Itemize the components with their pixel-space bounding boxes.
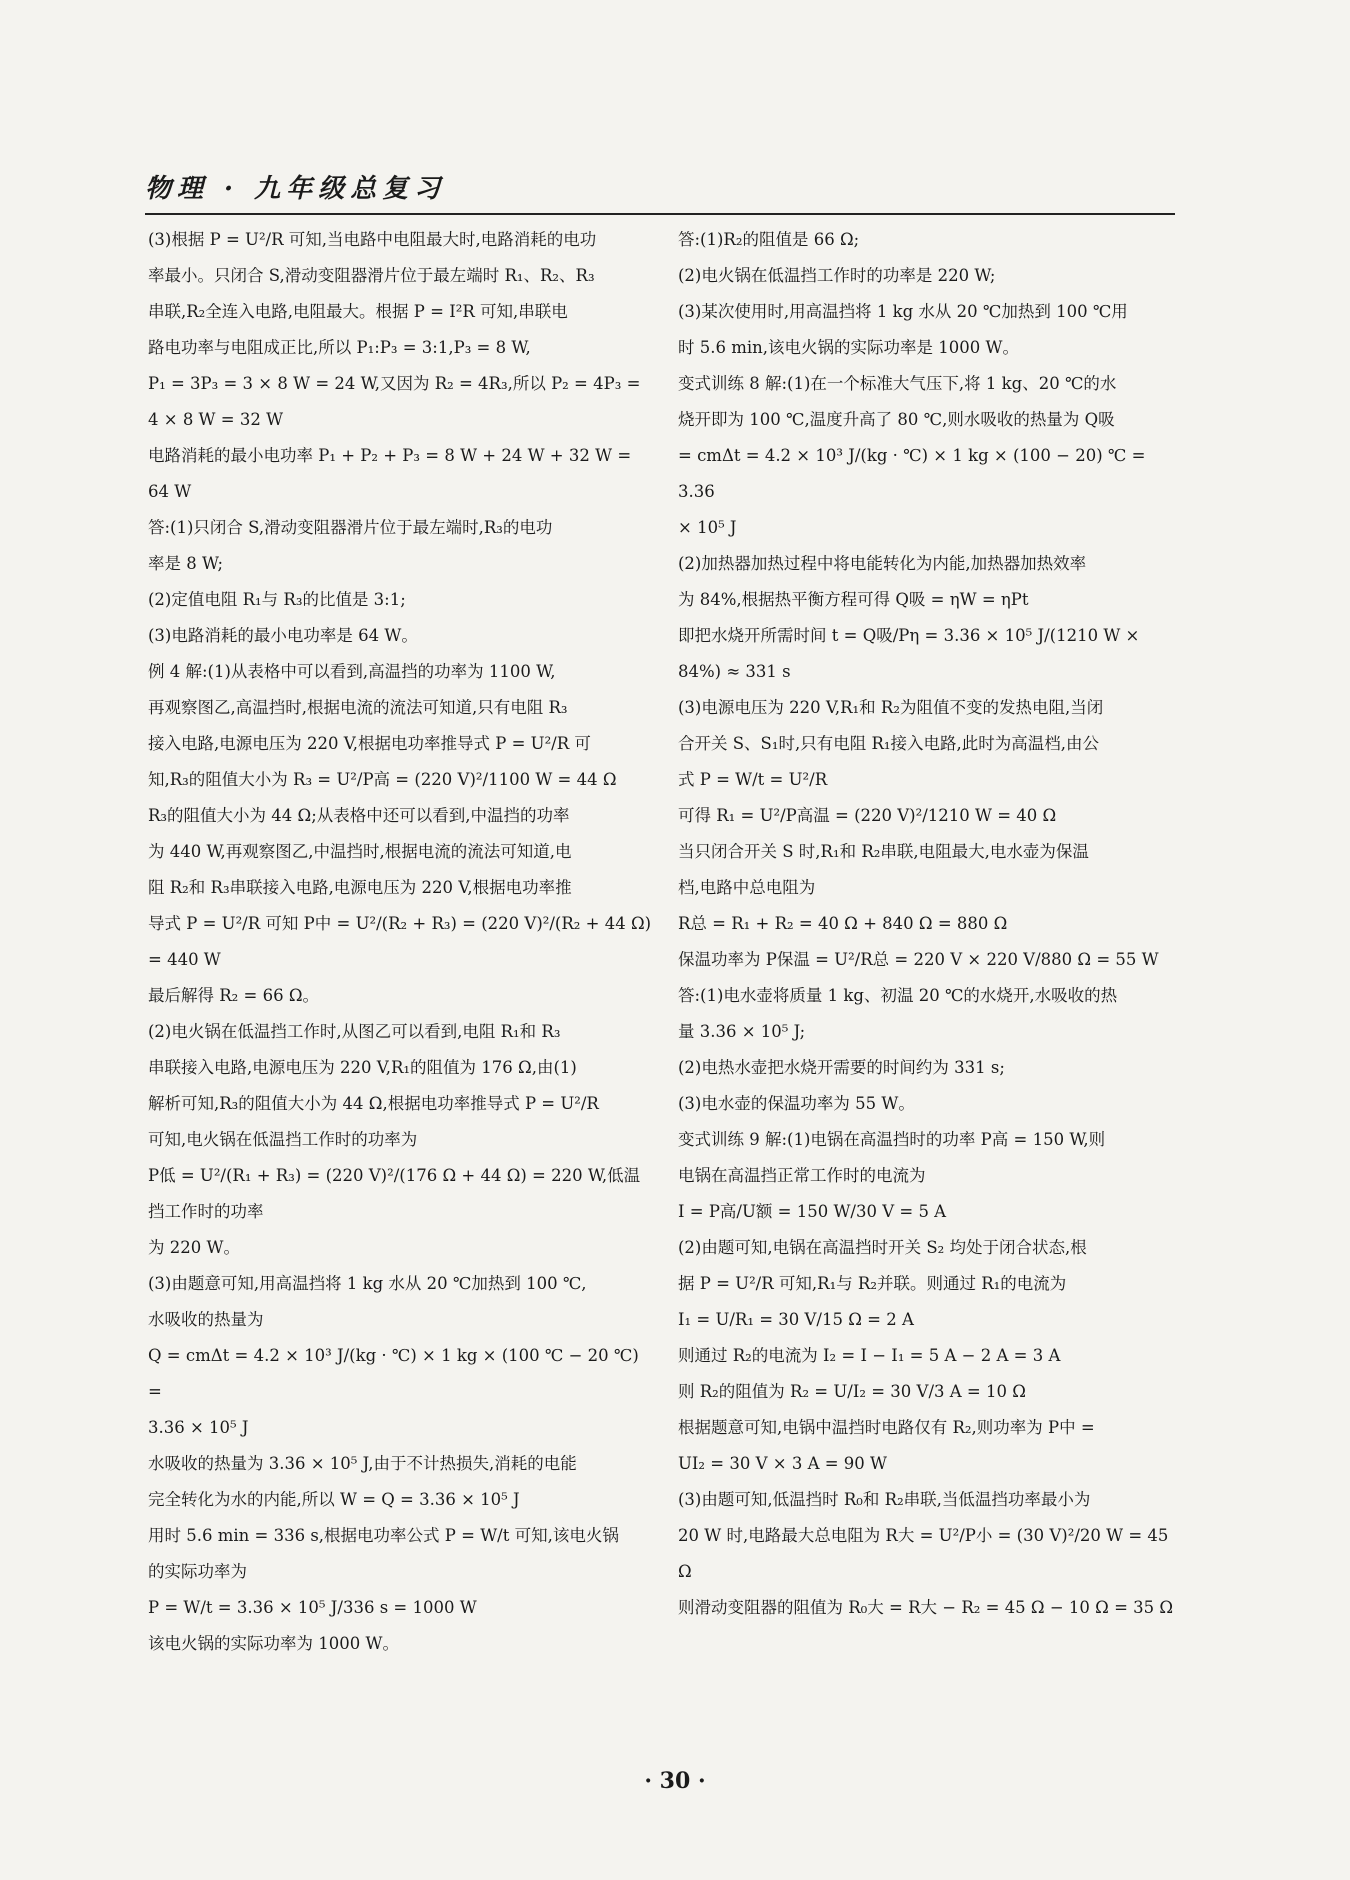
text-line: (3)由题可知,低温挡时 R₀和 R₂串联,当低温挡功率最小为 [678, 1490, 1091, 1509]
text-line: 完全转化为水的内能,所以 W = Q = 3.36 × 10⁵ J [148, 1490, 520, 1509]
text-line: Q = cmΔt = 4.2 × 10³ J/(kg · ℃) × 1 kg × (100 ℃ − 20 ℃) = [148, 1346, 639, 1401]
text-line: 阻 R₂和 R₃串联接入电路,电源电压为 220 V,根据电功率推 [148, 878, 572, 897]
text-line: 档,电路中总电阻为 [678, 878, 816, 897]
text-line: 时 5.6 min,该电火锅的实际功率是 1000 W。 [678, 338, 1019, 357]
text-line: (3)由题意可知,用高温挡将 1 kg 水从 20 ℃加热到 100 ℃, [148, 1274, 587, 1293]
text-line: 变式训练 9 解:(1)电锅在高温挡时的功率 P高 = 150 W,则 [678, 1130, 1106, 1149]
text-line: 保温功率为 P保温 = U²/R总 = 220 V × 220 V/880 Ω = 55 W [678, 950, 1159, 969]
text-line: 接入电路,电源电压为 220 V,根据电功率推导式 P = U²/R 可 [148, 734, 591, 753]
page-number: · 30 · [644, 1768, 706, 1794]
text-line: P低 = U²/(R₁ + R₃) = (220 V)²/(176 Ω + 44 Ω) = 220 W,低温挡工作时的功率 [148, 1166, 641, 1221]
text-line: 当只闭合开关 S 时,R₁和 R₂串联,电阻最大,电水壶为保温 [678, 842, 1089, 861]
text-line: P₁ = 3P₃ = 3 × 8 W = 24 W,又因为 R₂ = 4R₃,所以 P₂ = 4P₃ = [148, 374, 641, 393]
text-line: 路电功率与电阻成正比,所以 P₁:P₃ = 3:1,P₃ = 8 W, [148, 338, 531, 357]
text-line: (3)电路消耗的最小电功率是 64 W。 [148, 626, 418, 645]
text-line: 合开关 S、S₁时,只有电阻 R₁接入电路,此时为高温档,由公 [678, 734, 1099, 753]
text-line: 烧开即为 100 ℃,温度升高了 80 ℃,则水吸收的热量为 Q吸 [678, 410, 1115, 429]
text-line: R总 = R₁ + R₂ = 40 Ω + 840 Ω = 880 Ω [678, 914, 1008, 933]
text-line: 为 440 W,再观察图乙,中温挡时,根据电流的流法可知道,电 [148, 842, 572, 861]
text-line: (2)电火锅在低温挡工作时,从图乙可以看到,电阻 R₁和 R₃ [148, 1022, 561, 1041]
text-line: (2)定值电阻 R₁与 R₃的比值是 3:1; [148, 590, 406, 609]
text-line: 解析可知,R₃的阻值大小为 44 Ω,根据电功率推导式 P = U²/R [148, 1094, 599, 1113]
text-line: (3)某次使用时,用高温挡将 1 kg 水从 20 ℃加热到 100 ℃用 [678, 302, 1128, 321]
text-line: 式 P = W/t = U²/R [678, 770, 828, 789]
text-line: 导式 P = U²/R 可知 P中 = U²/(R₂ + R₃) = (220 V)²/(R₂ + 44 Ω) = 440 W [148, 914, 652, 969]
text-line: 水吸收的热量为 3.36 × 10⁵ J,由于不计热损失,消耗的电能 [148, 1454, 577, 1473]
text-line: P = W/t = 3.36 × 10⁵ J/336 s = 1000 W [148, 1598, 477, 1617]
text-line: 变式训练 8 解:(1)在一个标准大气压下,将 1 kg、20 ℃的水 [678, 374, 1117, 393]
text-line: 64 W [148, 482, 192, 501]
text-line: 量 3.36 × 10⁵ J; [678, 1022, 806, 1041]
text-line: 4 × 8 W = 32 W [148, 410, 284, 429]
text-line: 串联接入电路,电源电压为 220 V,R₁的阻值为 176 Ω,由(1) [148, 1058, 577, 1077]
left-column [148, 222, 653, 1662]
text-line: (2)电热水壶把水烧开需要的时间约为 331 s; [678, 1058, 1005, 1077]
text-line: 再观察图乙,高温挡时,根据电流的流法可知道,只有电阻 R₃ [148, 698, 568, 717]
text-line: 据 P = U²/R 可知,R₁与 R₂并联。则通过 R₁的电流为 [678, 1274, 1067, 1293]
text-line: 知,R₃的阻值大小为 R₃ = U²/P高 = (220 V)²/1100 W = 44 Ω [148, 770, 617, 789]
text-line: 电路消耗的最小电功率 P₁ + P₂ + P₃ = 8 W + 24 W + 32 W = [148, 446, 632, 465]
text-line: 则 R₂的阻值为 R₂ = U/I₂ = 30 V/3 A = 10 Ω [678, 1382, 1026, 1401]
text-line: 的实际功率为 [148, 1562, 247, 1581]
text-line: (2)电火锅在低温挡工作时的功率是 220 W; [678, 266, 996, 285]
text-line: (3)电源电压为 220 V,R₁和 R₂为阻值不变的发热电阻,当闭 [678, 698, 1104, 717]
text-line: 可知,电火锅在低温挡工作时的功率为 [148, 1130, 418, 1149]
text-line: 3.36 × 10⁵ J [148, 1418, 249, 1437]
text-line: I₁ = U/R₁ = 30 V/15 Ω = 2 A [678, 1310, 914, 1329]
text-line: 即把水烧开所需时间 t = Q吸/Pη = 3.36 × 10⁵ J/(1210 W × 84%) ≈ 331 s [678, 626, 1140, 681]
text-line: = cmΔt = 4.2 × 10³ J/(kg · ℃) × 1 kg × (100 − 20) ℃ = 3.36 [678, 446, 1146, 501]
text-line: 根据题意可知,电锅中温挡时电路仅有 R₂,则功率为 P中 = [678, 1418, 1095, 1437]
text-line: 该电火锅的实际功率为 1000 W。 [148, 1634, 399, 1653]
text-line: 则滑动变阻器的阻值为 R₀大 = R大 − R₂ = 45 Ω − 10 Ω = 35 Ω [678, 1598, 1174, 1617]
text-line: 最后解得 R₂ = 66 Ω。 [148, 986, 320, 1005]
text-line: 答:(1)R₂的阻值是 66 Ω; [678, 230, 860, 249]
text-line: × 10⁵ J [678, 518, 737, 537]
text-line: (3)电水壶的保温功率为 55 W。 [678, 1094, 915, 1113]
text-line: 可得 R₁ = U²/P高温 = (220 V)²/1210 W = 40 Ω [678, 806, 1057, 825]
text-line: R₃的阻值大小为 44 Ω;从表格中还可以看到,中温挡的功率 [148, 806, 570, 825]
text-line: 电锅在高温挡正常工作时的电流为 [678, 1166, 926, 1185]
text-line: 则通过 R₂的电流为 I₂ = I − I₁ = 5 A − 2 A = 3 A [678, 1346, 1061, 1365]
text-line: 20 W 时,电路最大总电阻为 R大 = U²/P小 = (30 V)²/20 W = 45 Ω [678, 1526, 1169, 1581]
text-line: (2)由题可知,电锅在高温挡时开关 S₂ 均处于闭合状态,根 [678, 1238, 1087, 1257]
text-line: 答:(1)只闭合 S,滑动变阻器滑片位于最左端时,R₃的电功 [148, 518, 553, 537]
text-line: 率最小。只闭合 S,滑动变阻器滑片位于最左端时 R₁、R₂、R₃ [148, 266, 595, 285]
page-header: 物理 · 九年级总复习 [145, 168, 1175, 215]
text-line: 率是 8 W; [148, 554, 224, 573]
text-line: 用时 5.6 min = 336 s,根据电功率公式 P = W/t 可知,该电火锅 [148, 1526, 619, 1545]
text-line: 例 4 解:(1)从表格中可以看到,高温挡的功率为 1100 W, [148, 662, 556, 681]
text-line: 为 220 W。 [148, 1238, 240, 1257]
text-line: (2)加热器加热过程中将电能转化为内能,加热器加热效率 [678, 554, 1087, 573]
text-line: 水吸收的热量为 [148, 1310, 264, 1329]
text-line: UI₂ = 30 V × 3 A = 90 W [678, 1454, 887, 1473]
right-column [678, 222, 1183, 1626]
text-line: 串联,R₂全连入电路,电阻最大。根据 P = I²R 可知,串联电 [148, 302, 568, 321]
text-line: 为 84%,根据热平衡方程可得 Q吸 = ηW = ηPt [678, 590, 1029, 609]
text-line: (3)根据 P = U²/R 可知,当电路中电阻最大时,电路消耗的电功 [148, 230, 597, 249]
text-line: I = P高/U额 = 150 W/30 V = 5 A [678, 1202, 947, 1221]
text-line: 答:(1)电水壶将质量 1 kg、初温 20 ℃的水烧开,水吸收的热 [678, 986, 1118, 1005]
